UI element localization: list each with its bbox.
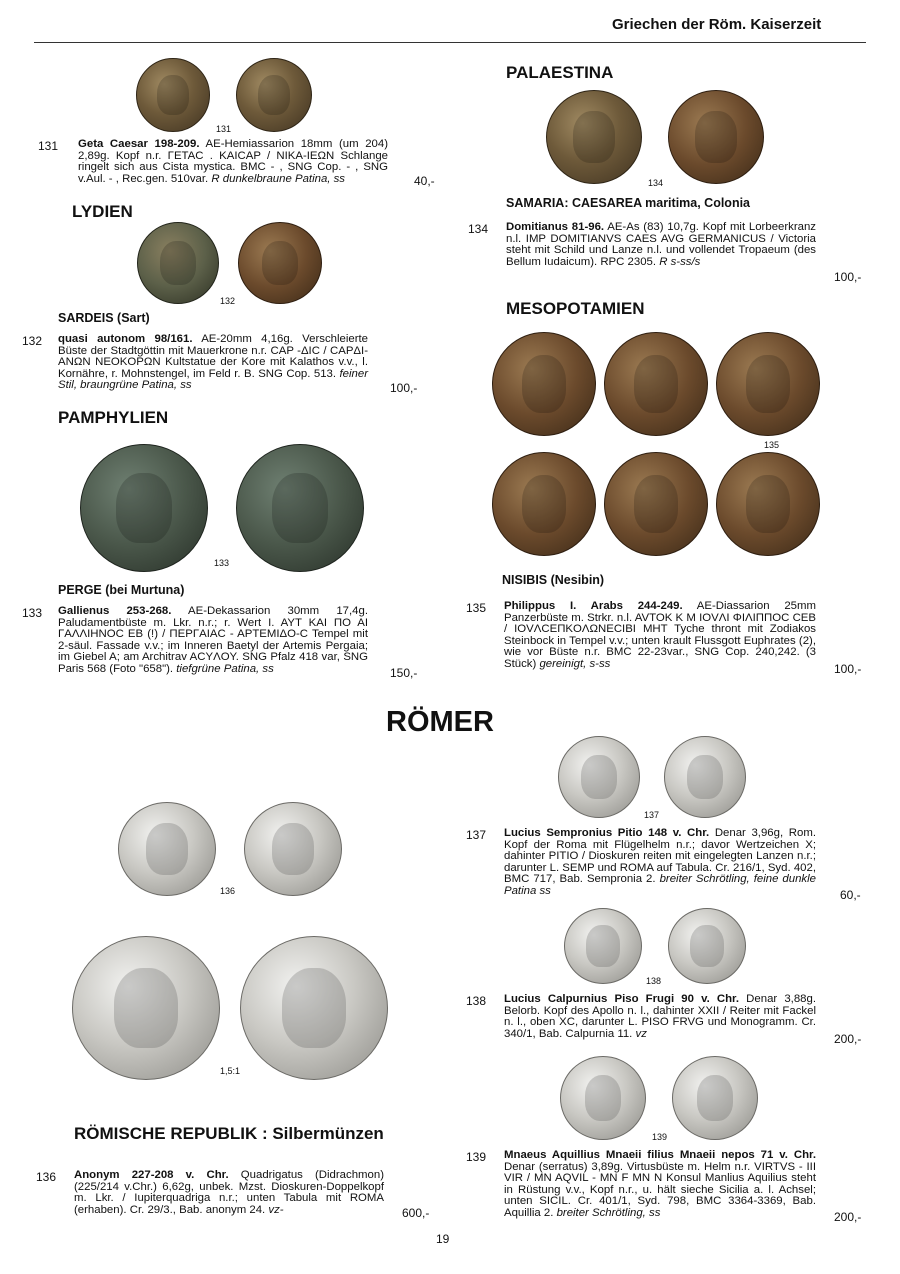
lot-number-139: 139 — [466, 1150, 487, 1164]
coin-caption-132: 132 — [220, 296, 236, 306]
lot-note-138: vz — [635, 1027, 647, 1040]
lot-price-134: 100,- — [834, 270, 862, 284]
coin-caption-133: 133 — [214, 558, 230, 568]
coin-caption-137: 137 — [644, 810, 660, 820]
lot-title-137: Lucius Sempronius Pitio 148 v. Chr. — [504, 827, 710, 839]
lot-description-134 — [506, 222, 816, 268]
lot-title-139: Mnaeus Aquillius Mnaeii filius Mnaeii nepos 71 v. Chr. — [504, 1149, 816, 1161]
lot-title-131: Geta Caesar 198-209. — [78, 138, 200, 150]
lot-price-138: 200,- — [834, 1032, 862, 1046]
region-heading-mesopotamien: MESOPOTAMIEN — [506, 299, 645, 318]
coin-134-obverse — [546, 90, 642, 184]
lot-text-134: AE-As (83) 10,7g. Kopf mit Lorbeerkranz n.l. IMP DOMITIANVS CAES AVG GERMANICUS / Victoria steht mit Schild und Lanze n.l. und vollendet Tropaeum (des Bellum Iudaicum). RPC 2305. — [506, 221, 817, 268]
subregion-samaria: SAMARIA: CAESAREA maritima, Colonia — [506, 196, 751, 210]
coin-133-reverse — [236, 444, 364, 572]
coin-131-reverse — [236, 58, 312, 132]
coin-caption-136: 136 — [220, 886, 236, 896]
coin-136-obverse-enlarged — [72, 936, 220, 1080]
lot-number-131: 131 — [38, 139, 59, 153]
lot-price-131: 40,- — [414, 174, 435, 188]
lot-number-133: 133 — [22, 606, 43, 620]
lot-note-133: tiefgrüne Patina, ss — [176, 662, 274, 675]
section-heading-republik: RÖMISCHE REPUBLIK : Silbermünzen — [74, 1124, 384, 1143]
lot-number-136: 136 — [36, 1170, 57, 1184]
lot-description-132 — [58, 334, 368, 392]
coin-135-b-reverse — [604, 452, 708, 556]
lot-description-137 — [504, 828, 816, 898]
coin-135-c-reverse — [716, 452, 820, 556]
lot-text-139: Denar (serratus) 3,89g. Virtusbüste m. Helm n.r. VIRTVS - III VIR / MN AQVIL - MN F MN N Konsul Manlius Aquilius steht in Rüstung v.v., Kopf n.r., u. hält sieche Sicilia a. l. Achsel; unten SICIL. Cr. 401/1, Syd. 798, BMC 3364-3369, Bab. Aquillia 2. — [504, 1160, 816, 1219]
lot-title-138: Lucius Calpurnius Piso Frugi 90 v. Chr. — [504, 993, 740, 1005]
coin-136-reverse — [244, 802, 342, 896]
lot-text-138: Denar 3,88g. Belorb. Kopf des Apollo n. l., dahinter XXII / Reiter mit Fackel n. l., oben XC, darunter L. PISO FRVG und Monogramm. Cr. 340/1, Bab. Calpurnia 11. — [504, 993, 816, 1040]
lot-text-136: Quadrigatus (Didrachmon) (225/214 v.Chr.) 6,62g, unbek. Mzst. Dioskuren-Doppelkopf m. Lkr. / Iupiterquadriga n.r.; unten Tabula mit ROMA (erhaben). Cr. 29/3., Bab. anonym 24. — [74, 1169, 384, 1216]
lot-price-132: 100,- — [390, 381, 418, 395]
coin-136-reverse-enlarged — [240, 936, 388, 1080]
lot-text-131: AE-Hemiassarion 18mm (um 204) 2,89g. Kopf n.r. ΓETAC . KAICAP / NIKA-IEΩN Schlange ringelt sich aus Cista mystica. BMC - , SNG Cop. - , SNG v.Aul. - , Rec.gen. 510var. — [78, 138, 388, 185]
lot-description-139 — [504, 1150, 816, 1220]
lot-description-138 — [504, 994, 816, 1040]
page-number: 19 — [436, 1232, 450, 1246]
region-heading-pamphylien: PAMPHYLIEN — [58, 408, 169, 427]
lot-note-135: gereinigt, s-ss — [539, 657, 611, 670]
coin-139-obverse — [560, 1056, 646, 1140]
lot-text-132: AE-20mm 4,16g. Verschleierte Büste der Stadtgöttin mit Mauerkrone n.r. CAP -ΔIC / CAPΔI-ANΩN NEOKOPΩN Kultstatue der Kore mit Kalathos v.v., l. Kornähre, r. Mohnstengel, im Feld r. B. SNG Cop. 513. — [58, 333, 369, 380]
coin-137-reverse — [664, 736, 746, 818]
lot-title-134: Domitianus 81-96. — [506, 221, 605, 233]
coin-131-obverse — [136, 58, 210, 132]
lot-price-137: 60,- — [840, 888, 861, 902]
lot-text-135: AE-Diassarion 25mm Panzerbüste m. Strkr. n.l. AVTOK K M IOVΛI ΦIΛIΠΠOC CEB / IOVΛCEΠKOΛΩNECIBI MHT Tyche thront mit Zodiakos Steinbock in Tempel v.v.; unten krault Flussgott Euphrates (2), wie vor Büste n.r. BMC 22-23var., SNG Cop. 240,242. (3 Stück) — [504, 600, 816, 670]
lot-text-137: Denar 3,96g, Rom. Kopf der Roma mit Flügelhelm n.r.; davor Wertzeichen X; dahinter PITIO / Dioskuren reiten mit eingelegten Lanzen n.r.; darunter L. SEMP und ROMA auf Tabula. Cr. 216/1, Syd. 402, BMC 717, Bab. Sempronia 2. — [504, 827, 816, 886]
lot-number-138: 138 — [466, 994, 487, 1008]
lot-price-139: 200,- — [834, 1210, 862, 1224]
coin-caption-enlarged: 1,5:1 — [220, 1066, 241, 1076]
coin-135-a-obverse — [492, 332, 596, 436]
coin-135-c-obverse — [716, 332, 820, 436]
coin-138-reverse — [668, 908, 746, 984]
coin-132-obverse — [137, 222, 219, 304]
lot-note-134: R s-ss/s — [659, 255, 701, 268]
subregion-nisibis: NISIBIS (Nesibin) — [502, 573, 605, 587]
coin-132-reverse — [238, 222, 322, 304]
region-heading-palaestina: PALAESTINA — [506, 63, 614, 82]
coin-caption-135: 135 — [764, 440, 780, 450]
header-rule — [34, 42, 866, 43]
coin-caption-134: 134 — [648, 178, 664, 188]
coin-caption-139: 139 — [652, 1132, 668, 1142]
lot-description-131 — [78, 139, 388, 185]
coin-caption-138: 138 — [646, 976, 662, 986]
region-heading-lydien: LYDIEN — [72, 202, 133, 221]
lot-description-136 — [74, 1170, 384, 1216]
lot-number-137: 137 — [466, 828, 487, 842]
lot-number-135: 135 — [466, 601, 487, 615]
lot-number-132: 132 — [22, 334, 43, 348]
lot-note-131: R dunkelbraune Patina, ss — [211, 172, 345, 185]
coin-138-obverse — [564, 908, 642, 984]
lot-text-133: AE-Dekassarion 30mm 17,4g. Paludamentbüste m. Lkr. n.r.; r. Wert I. AYT KAI ΠO AI ΓAΛΛIHNOC EB (!) / ΠEPΓAIAC - APTEMIΔO-C Tempel mit 2-säul. Fassade v.v.; im Inneren Baetyl der Artemis Pergaia; im Giebel A; am Architrav ACYΛOY. SNG Pfalz 418 var, SNG Paris 568 (Foto "658"). — [58, 605, 368, 675]
lot-title-135: Philippus I. Arabs 244-249. — [504, 600, 683, 612]
lot-note-132: feiner Stil, braungrüne Patina, ss — [58, 367, 369, 392]
coin-caption-131: 131 — [216, 124, 232, 134]
lot-note-136: vz- — [268, 1203, 284, 1216]
lot-price-136: 600,- — [402, 1206, 430, 1220]
subregion-sardeis: SARDEIS (Sart) — [58, 311, 150, 325]
coin-135-b-obverse — [604, 332, 708, 436]
coin-137-obverse — [558, 736, 640, 818]
coin-133-obverse — [80, 444, 208, 572]
lot-title-132: quasi autonom 98/161. — [58, 333, 193, 345]
lot-note-139: breiter Schrötling, ss — [556, 1206, 661, 1219]
lot-note-137: breiter Schrötling, feine dunkle Patina ss — [504, 873, 816, 897]
page-header-title: Griechen der Röm. Kaiserzeit — [612, 16, 822, 33]
lot-number-134: 134 — [468, 222, 489, 236]
coin-136-obverse — [118, 802, 216, 896]
lot-description-135 — [504, 601, 816, 671]
coin-139-reverse — [672, 1056, 758, 1140]
coin-135-a-reverse — [492, 452, 596, 556]
lot-price-133: 150,- — [390, 666, 418, 680]
lot-price-135: 100,- — [834, 662, 862, 676]
lot-title-133: Gallienus 253-268. — [58, 605, 172, 617]
subregion-perge: PERGE (bei Murtuna) — [58, 583, 185, 597]
coin-134-reverse — [668, 90, 764, 184]
section-heading-roemer: RÖMER — [386, 706, 494, 738]
lot-description-133 — [58, 606, 368, 676]
lot-title-136: Anonym 227-208 v. Chr. — [74, 1169, 229, 1181]
